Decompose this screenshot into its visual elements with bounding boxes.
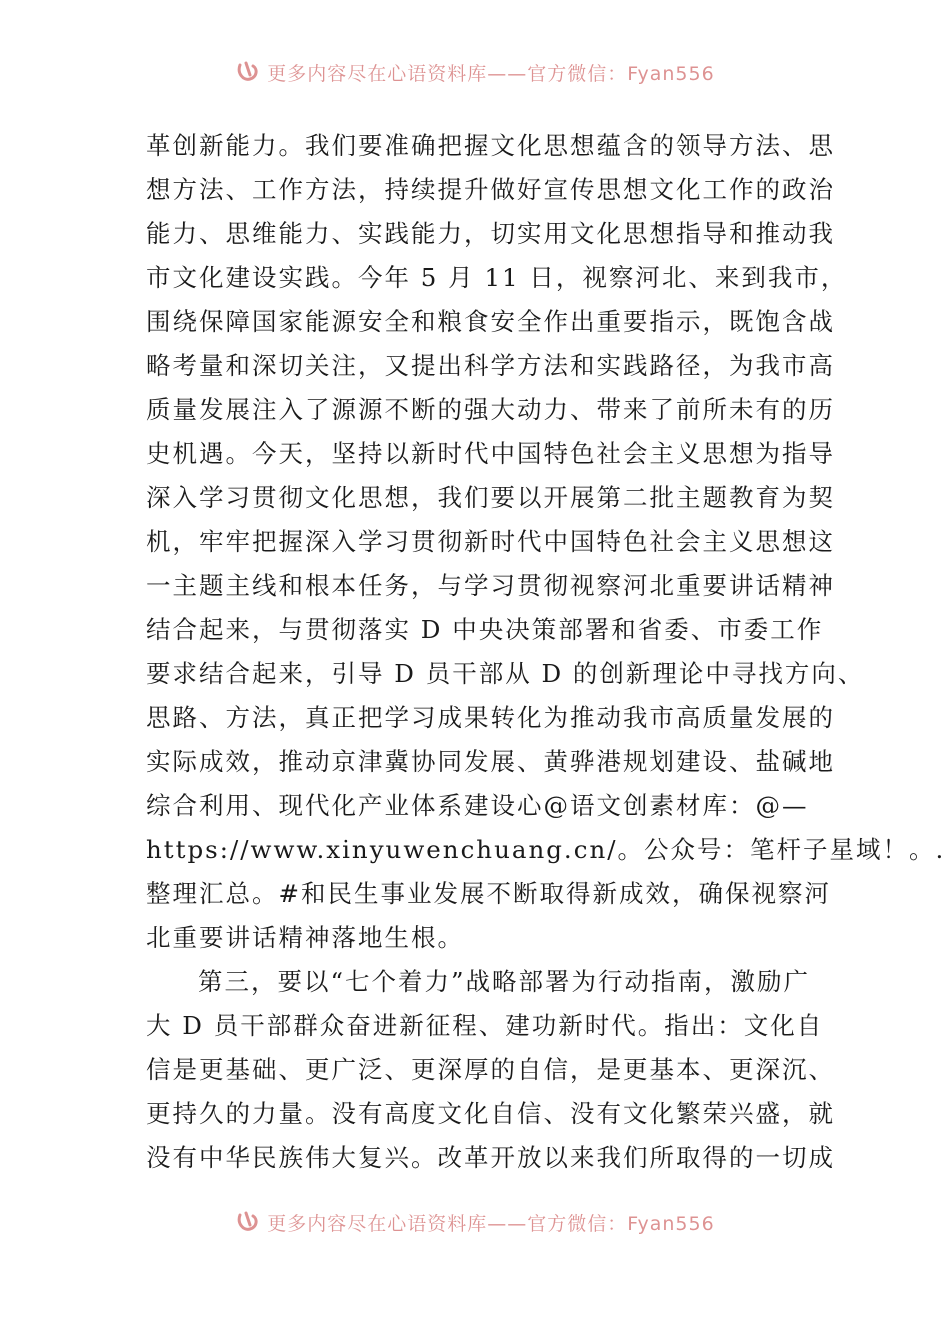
text-line: 能力、思维能力、实践能力，切实用文化思想指导和推动我 [146, 219, 835, 248]
header-watermark [0, 56, 950, 88]
text-line: 北重要讲话精神落地生根。 [146, 923, 464, 952]
footer-watermark [0, 1206, 950, 1238]
text-line: 机，牢牢把握深入学习贯彻新时代中国特色社会主义思想这 [146, 527, 835, 556]
text-line: 实际成效，推动京津冀协同发展、黄骅港规划建设、盐碱地 [146, 747, 835, 776]
text-line: 史机遇。今天，坚持以新时代中国特色社会主义思想为指导 [146, 439, 835, 468]
text-line: 略考量和深切关注，又提出科学方法和实践路径，为我市高 [146, 351, 835, 380]
text-line: 深入学习贯彻文化思想，我们要以开展第二批主题教育为契 [146, 483, 835, 512]
text-line: https://www.xinyuwenchuang.cn/。公众号：笔杆子星域！。. [146, 835, 946, 864]
text-line: 第三，要以“七个着力”战略部署为行动指南，激励广 [198, 967, 811, 996]
text-line: 信是更基础、更广泛、更深厚的自信，是更基本、更深沉、 [146, 1055, 835, 1084]
text-line: 结合起来，与贯彻落实 D 中央决策部署和省委、市委工作 [146, 615, 824, 644]
text-line: 想方法、工作方法，持续提升做好宣传思想文化工作的政治 [146, 175, 835, 204]
text-line: 整理汇总。#和民生事业发展不断取得新成效，确保视察河 [146, 879, 832, 908]
text-line: 围绕保障国家能源安全和粮食安全作出重要指示，既饱含战 [146, 307, 835, 336]
text-line: 更持久的力量。没有高度文化自信、没有文化繁荣兴盛，就 [146, 1099, 835, 1128]
watermark-text: 更多内容尽在心语资料库——官方微信：Fyan556 [267, 1212, 715, 1235]
document-body [146, 124, 946, 1180]
text-line: 大 D 员干部群众奋进新征程、建功新时代。指出：文化自 [146, 1011, 824, 1040]
watermark-logo-icon [235, 59, 261, 85]
text-line: 要求结合起来，引导 D 员干部从 D 的创新理论中寻找方向、 [146, 659, 865, 688]
text-line: 思路、方法，真正把学习成果转化为推动我市高质量发展的 [146, 703, 835, 732]
text-line: 没有中华民族伟大复兴。改革开放以来我们所取得的一切成 [146, 1143, 835, 1172]
text-line: 市文化建设实践。今年 5 月 11 日，视察河北、来到我市， [146, 263, 848, 292]
text-line: 综合利用、现代化产业体系建设心@语文创素材库：@— [146, 791, 809, 820]
text-line: 质量发展注入了源源不断的强大动力、带来了前所未有的历 [146, 395, 835, 424]
text-line: 革创新能力。我们要准确把握文化思想蕴含的领导方法、思 [146, 131, 835, 160]
watermark-text: 更多内容尽在心语资料库——官方微信：Fyan556 [267, 62, 715, 85]
body-paragraph [146, 124, 946, 960]
body-paragraph [146, 960, 835, 1180]
watermark-logo-icon [235, 1209, 261, 1235]
text-line: 一主题主线和根本任务，与学习贯彻视察河北重要讲话精神 [146, 571, 835, 600]
